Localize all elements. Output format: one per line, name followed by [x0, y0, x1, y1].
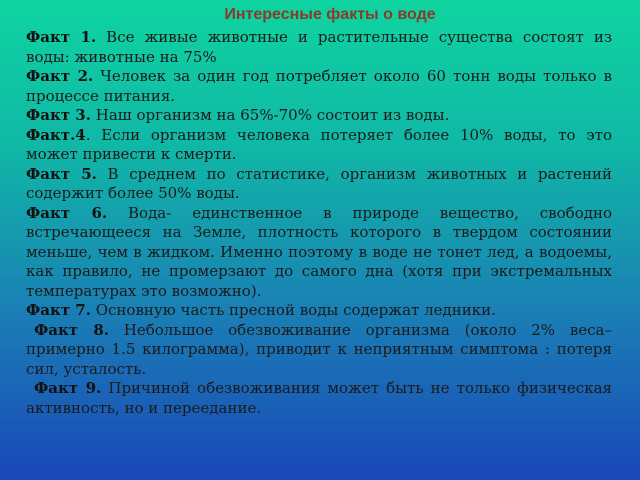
fact-item	[26, 301, 612, 321]
fact-item	[26, 106, 612, 126]
fact-text: Небольшое обезвоживание организма (около 2% веса– примерно 1.5 килограмма), приводит к неприятным симптома : потеря сил, усталость.	[26, 320, 612, 378]
fact-label: Факт 7.	[26, 301, 91, 319]
fact-item	[26, 126, 612, 165]
fact-item	[26, 321, 612, 380]
fact-item	[26, 204, 612, 302]
fact-label: Факт 5.	[26, 164, 97, 183]
fact-item	[26, 165, 612, 204]
fact-text: В среднем по статистике, организм животных и растений содержит более 50% воды.	[26, 164, 612, 202]
fact-text: . Если организм человека потеряет более 10% воды, то это может привести к смерти.	[26, 125, 612, 163]
facts-list	[26, 28, 612, 418]
fact-text: Все живые животные и растительные существа состоят из воды: животные на 75%	[26, 28, 612, 66]
fact-text: Наш организм на 65%-70% состоит из воды.	[90, 106, 450, 124]
fact-label: Факт 8.	[34, 320, 109, 339]
slide-title: Интересные факты о воде	[224, 6, 436, 23]
fact-item	[26, 28, 612, 67]
fact-text: Основную часть пресной воды содержат ледники.	[90, 301, 496, 319]
fact-label: Факт 2.	[26, 67, 94, 85]
fact-text: Человек за один год потребляет около 60 тонн воды только в процессе питания.	[26, 67, 612, 105]
fact-item	[26, 379, 612, 418]
fact-label: Факт 1.	[26, 28, 97, 46]
fact-label: Факт 9.	[34, 379, 102, 397]
fact-label: Факт.4	[26, 125, 86, 144]
fact-text: Причиной обезвоживания может быть не только физическая активность, но и переедание.	[26, 379, 612, 417]
fact-label: Факт 3.	[26, 106, 91, 124]
fact-text: Вода- единственное в природе вещество, свободно встречающееся на Земле, плотность которого в твердом состоянии меньше, чем в жидком. Именно поэтому в воде не тонет лед, а водоемы, как правило, не промерзают до самого дна (хотя при экстремальных температурах это возможно).	[26, 203, 612, 300]
fact-item	[26, 67, 612, 106]
fact-label: Факт 6.	[26, 203, 108, 222]
